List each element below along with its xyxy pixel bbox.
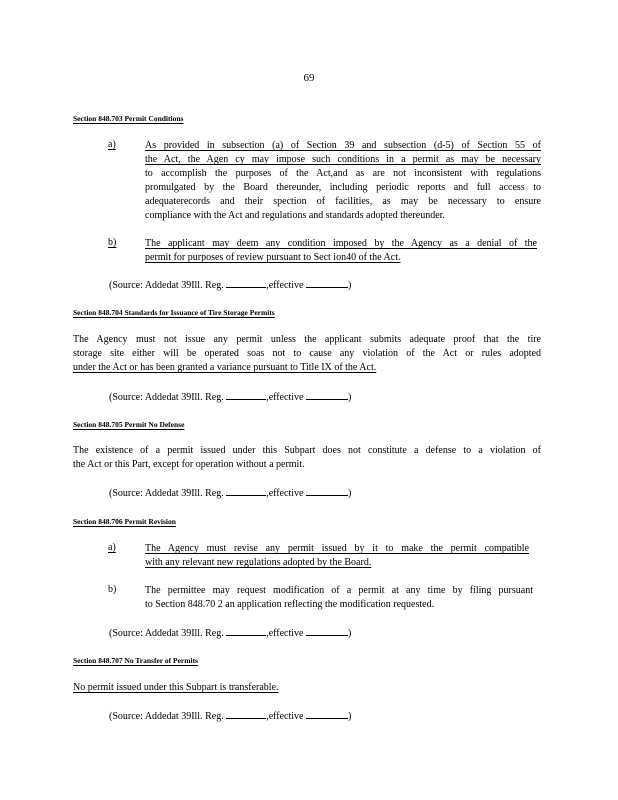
page-number: 69: [303, 72, 315, 84]
item-label-a: a): [108, 542, 116, 553]
text-line: the Act or this Part, except for operation without a permit.: [73, 459, 305, 470]
source-effective: ,effective: [266, 488, 304, 499]
source-close: ): [348, 488, 352, 499]
source-note: [109, 709, 351, 722]
section-heading-848-706: Section 848.706 Permit Revision: [73, 517, 176, 526]
source-close: ): [348, 280, 352, 291]
text-line: adequaterecords and their spection of facilities, as may be necessary to ensure: [145, 196, 541, 207]
text-line: compliance with the Act and regulations and standards adopted thereunder.: [145, 210, 445, 221]
source-prefix: (Source: Addedat 39Ill. Reg.: [109, 280, 224, 291]
section-848-705-body: [73, 444, 541, 472]
source-effective: ,effective: [266, 392, 304, 403]
text-line: As provided in subsection (a) of Section 39 and subsection (d-5) of Section 55 of: [145, 140, 541, 151]
text-line: The permittee may request modification of a permit at any time by filing pursuant: [145, 585, 533, 596]
source-effective: ,effective: [266, 711, 304, 722]
text-line: The applicant may deem any condition imposed by the Agency as a denial of the: [145, 238, 537, 249]
text-line: under the Act or has been granted a variance pursuant to Title IX of the Act.: [73, 362, 377, 373]
source-note: [109, 486, 351, 499]
item-label-a: a): [108, 139, 116, 150]
text-line: storage site either will be operated soas not to cause any violation of the Act or rules adopted: [73, 348, 541, 359]
text-line: with any relevant new regulations adopted by the Board.: [145, 557, 372, 568]
section-heading-848-704: Section 848.704 Standards for Issuance of Tire Storage Permits: [73, 308, 275, 317]
section-848-707-body: [73, 681, 541, 695]
text-line: The Agency must not issue any permit unless the applicant submits adequate proof that the tire: [73, 334, 541, 345]
text-line: No permit issued under this Subpart is transferable.: [73, 682, 279, 693]
source-close: ): [348, 628, 352, 639]
source-note: [109, 278, 351, 291]
source-close: ): [348, 711, 352, 722]
text-line: to Section 848.70 2 an application reflecting the modification requested.: [145, 599, 435, 610]
section-848-706-item-a: [145, 542, 529, 570]
source-prefix: (Source: Addedat 39Ill. Reg.: [109, 628, 224, 639]
section-heading-848-707: Section 848.707 No Transfer of Permits: [73, 656, 198, 665]
section-heading-848-703: Section 848.703 Permit Conditions: [73, 114, 184, 123]
blank-line: [306, 390, 348, 400]
text-line: The Agency must revise any permit issued by it to make the permit compatible: [145, 543, 529, 554]
blank-line: [306, 709, 348, 719]
source-effective: ,effective: [266, 628, 304, 639]
source-close: ): [348, 392, 352, 403]
blank-line: [306, 278, 348, 288]
blank-line: [306, 486, 348, 496]
blank-line: [226, 709, 266, 719]
text-line: to accomplish the purposes of the Act,and as are not inconsistent with regulations: [145, 168, 541, 179]
section-heading-848-705: Section 848.705 Permit No Defense: [73, 420, 185, 429]
source-note: [109, 390, 351, 403]
section-848-704-body: [73, 333, 541, 375]
section-848-703-item-b: [145, 237, 537, 265]
source-prefix: (Source: Addedat 39Ill. Reg.: [109, 488, 224, 499]
section-848-703-item-a: [145, 139, 541, 223]
item-label-b: b): [108, 237, 117, 248]
source-note: [109, 626, 351, 639]
text-line: promulgated by the Board thereunder, including periodic reports and full access to: [145, 182, 541, 193]
blank-line: [226, 390, 266, 400]
blank-line: [306, 626, 348, 636]
source-prefix: (Source: Addedat 39Ill. Reg.: [109, 392, 224, 403]
section-848-706-item-b: [145, 584, 533, 612]
text-line: The existence of a permit issued under this Subpart does not constitute a defense to a violation of: [73, 445, 541, 456]
blank-line: [226, 626, 266, 636]
item-label-b: b): [108, 584, 117, 595]
blank-line: [226, 486, 266, 496]
blank-line: [226, 278, 266, 288]
text-line: permit for purposes of review pursuant to Sect ion40 of the Act.: [145, 252, 401, 263]
source-prefix: (Source: Addedat 39Ill. Reg.: [109, 711, 224, 722]
source-effective: ,effective: [266, 280, 304, 291]
text-line: the Act, the Agen cy may impose such conditions in a permit as may be necessary: [145, 154, 541, 165]
